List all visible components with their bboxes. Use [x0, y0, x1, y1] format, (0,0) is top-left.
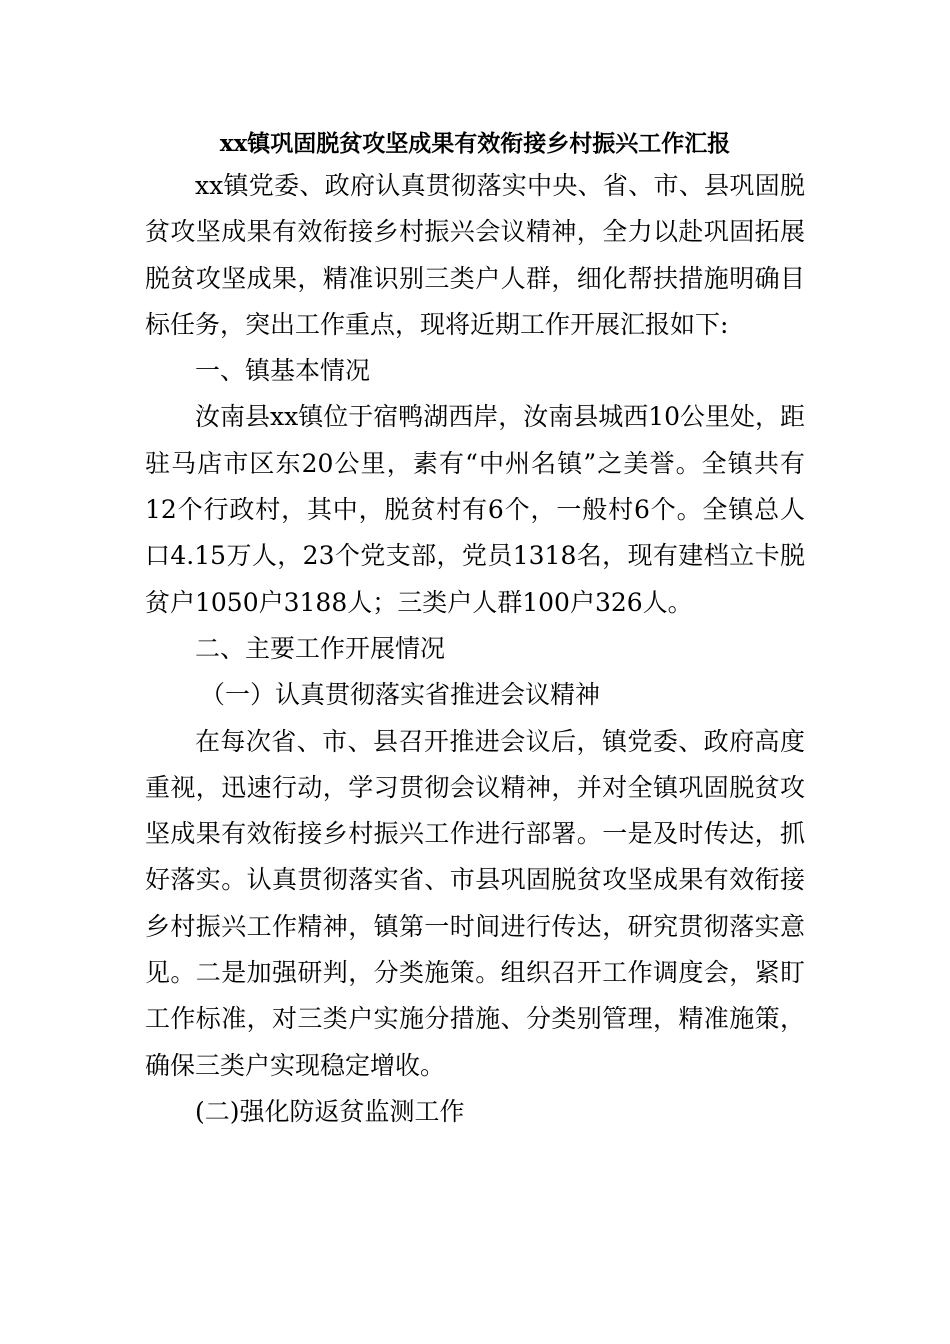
- subsection-heading-2: (二)强化防返贫监测工作: [195, 1096, 465, 1126]
- subsection-heading-1: （一）认真贯彻落实省推进会议精神: [200, 680, 601, 710]
- subsection-1-paragraph: 在每次省、市、县召开推进会议后，镇党委、政府高度重视，迅速行动，学习贯彻会议精神，并对全镇巩固脱贫攻坚成果有效衔接乡村振兴工作进行部署。一是及时传达，抓好落实。认真贯彻落实省、市县巩固脱贫攻坚成果有效衔接乡村振兴工作精神，镇第一时间进行传达，研究贯彻落实意见。二是加强研判，分类施策。组织召开工作调度会，紧盯工作标准，对三类户实施分措施、分类别管理，精准施策，确保三类户实现稳定增收。: [145, 726, 805, 1080]
- document-body: [145, 163, 805, 1135]
- section-heading-main-work: 二、主要工作开展情况: [195, 633, 446, 663]
- basic-info-paragraph: 汝南县xx镇位于宿鸭湖西岸，汝南县城西10公里处，距驻马店市区东20公里，素有“中州名镇”之美誉。全镇共有12个行政村，其中，脱贫村有6个，一般村6个。全镇总人口4.15万人，23个党支部，党员1318名，现有建档立卡脱贫户1050户3188人；三类户人群100户326人。: [145, 402, 806, 617]
- document-title: xx镇巩固脱贫攻坚成果有效衔接乡村振兴工作汇报: [219, 130, 731, 157]
- section-heading-basic-info: 一、镇基本情况: [195, 356, 371, 386]
- intro-paragraph: xx镇党委、政府认真贯彻落实中央、省、市、县巩固脱贫攻坚成果有效衔接乡村振兴会议精神，全力以赴巩固拓展脱贫攻坚成果，精准识别三类户人群，细化帮扶措施明确目标任务，突出工作重点，现将近期工作开展汇报如下:: [145, 171, 805, 339]
